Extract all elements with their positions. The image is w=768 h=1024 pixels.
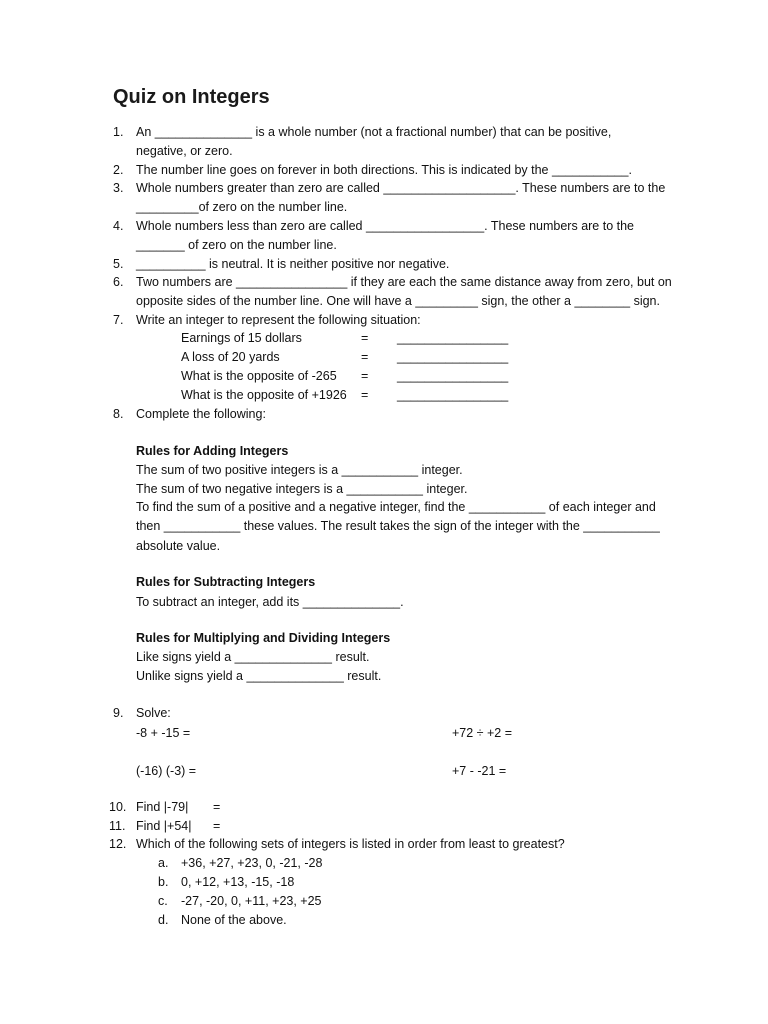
answer-blank: ________________ (397, 331, 509, 345)
answer-blank: ________________ (397, 369, 509, 383)
question-number: 11. (109, 819, 126, 833)
option-text: None of the above. (181, 913, 287, 927)
option-letter: a. (158, 856, 169, 870)
question-5-line-1: __________ is neutral. It is neither positive nor negative. (136, 257, 450, 271)
subtracting-rules-heading: Rules for Subtracting Integers (136, 575, 316, 589)
question-3-line-2: _________of zero on the number line. (136, 200, 348, 214)
question-11-text: Find |+54| (136, 819, 192, 833)
equals-sign: = (361, 388, 369, 402)
adding-rule-line: then ___________ these values. The result takes the sign of the integer with the ___________ (136, 519, 660, 533)
question-number: 2. (113, 163, 124, 177)
question-number: 4. (113, 219, 124, 233)
question-number: 7. (113, 313, 124, 327)
option-letter: c. (158, 894, 168, 908)
adding-rules-heading: Rules for Adding Integers (136, 444, 289, 458)
answer-blank: ________________ (397, 388, 509, 402)
question-2-line-1: The number line goes on forever in both directions. This is indicated by the ___________. (136, 163, 632, 177)
question-number: 9. (113, 706, 124, 720)
question-9-line-1: Solve: (136, 706, 171, 720)
situation-label: Earnings of 15 dollars (181, 331, 302, 345)
problem: -8 + -15 = (136, 726, 191, 740)
adding-rule-line: The sum of two positive integers is a ___________ integer. (136, 463, 463, 477)
question-number: 1. (113, 125, 124, 139)
adding-rule-line: absolute value. (136, 539, 221, 553)
problem: +7 - -21 = (452, 764, 507, 778)
question-number: 10. (109, 800, 127, 814)
question-4-line-2: _______ of zero on the number line. (136, 238, 337, 252)
question-10-text: Find |-79| (136, 800, 189, 814)
multiplying-rules-heading: Rules for Multiplying and Dividing Integers (136, 631, 391, 645)
question-8-line-1: Complete the following: (136, 407, 266, 421)
equals-sign: = (361, 369, 369, 383)
multiplying-rule-line: Like signs yield a ______________ result. (136, 650, 370, 664)
equals-sign: = (213, 819, 221, 833)
question-3-line-1: Whole numbers greater than zero are called ___________________. These numbers are to the (136, 181, 666, 195)
answer-blank: ________________ (397, 350, 509, 364)
problem: +72 ÷ +2 = (452, 726, 513, 740)
option-letter: b. (158, 875, 169, 889)
option-text: -27, -20, 0, +11, +23, +25 (181, 894, 322, 908)
page-title: Quiz on Integers (113, 86, 270, 108)
question-6-line-1: Two numbers are ________________ if they are each the same distance away from zero, but on (136, 275, 672, 289)
question-number: 6. (113, 275, 124, 289)
question-number: 3. (113, 181, 124, 195)
question-number: 5. (113, 257, 124, 271)
situation-label: A loss of 20 yards (181, 350, 280, 364)
question-4-line-1: Whole numbers less than zero are called _________________. These numbers are to the (136, 219, 635, 233)
option-text: 0, +12, +13, -15, -18 (181, 875, 295, 889)
question-1-line-1: An ______________ is a whole number (not a fractional number) that can be positive, (136, 125, 612, 139)
equals-sign: = (213, 800, 221, 814)
adding-rule-line: To find the sum of a positive and a negative integer, find the ___________ of each integer and (136, 500, 656, 514)
question-number: 8. (113, 407, 124, 421)
adding-rule-line: The sum of two negative integers is a ___________ integer. (136, 482, 468, 496)
question-12-line-1: Which of the following sets of integers is listed in order from least to greatest? (136, 837, 565, 851)
question-7-line-1: Write an integer to represent the following situation: (136, 313, 421, 327)
multiplying-rule-line: Unlike signs yield a ______________ result. (136, 669, 382, 683)
equals-sign: = (361, 350, 369, 364)
situation-label: What is the opposite of -265 (181, 369, 337, 383)
question-1-line-2: negative, or zero. (136, 144, 233, 158)
option-text: +36, +27, +23, 0, -21, -28 (181, 856, 323, 870)
problem: (-16) (-3) = (136, 764, 197, 778)
question-6-line-2: opposite sides of the number line. One will have a _________ sign, the other a ________ sign. (136, 294, 660, 308)
equals-sign: = (361, 331, 369, 345)
question-number: 12. (109, 837, 127, 851)
situation-label: What is the opposite of +1926 (181, 388, 347, 402)
option-letter: d. (158, 913, 169, 927)
subtracting-rule-line: To subtract an integer, add its ______________. (136, 595, 404, 609)
